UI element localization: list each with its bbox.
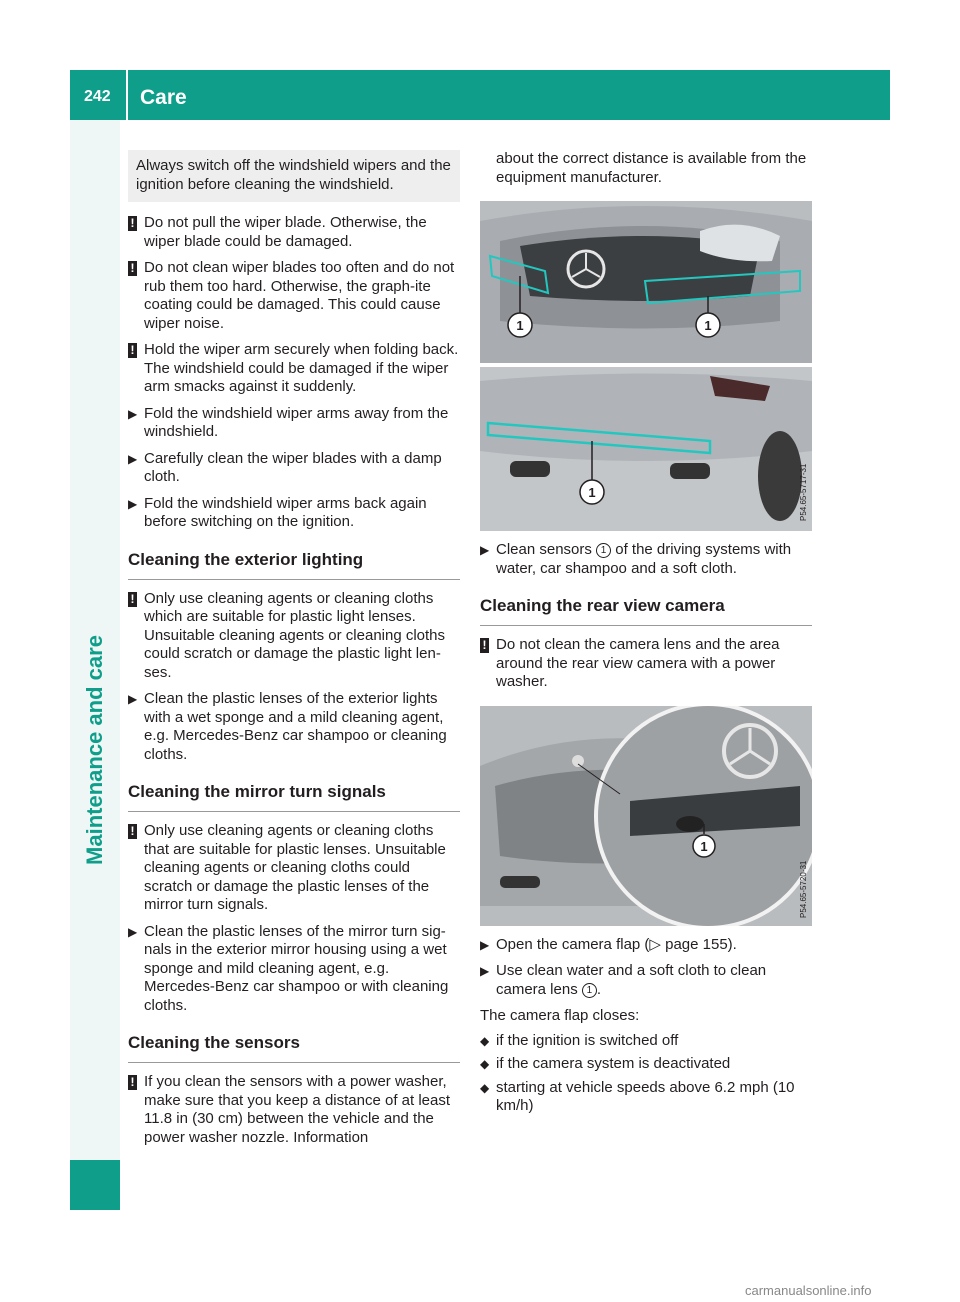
header-divider bbox=[126, 70, 128, 120]
sensor-callout-label: 1 bbox=[588, 485, 596, 500]
list-item bbox=[480, 1079, 812, 1116]
warning-note bbox=[128, 214, 460, 251]
warning-note bbox=[128, 1073, 460, 1147]
warning-icon: ! bbox=[128, 261, 137, 276]
step-arrow-icon: ▶ bbox=[128, 924, 138, 939]
safety-notice: Always switch off the windshield wipers and the ignition before cleaning the windshield. bbox=[128, 150, 460, 202]
list-item-text: starting at vehicle speeds above 6.2 mph (10 km/h) bbox=[496, 1078, 795, 1114]
step-text-b: of the driving systems with water, car shampoo and a soft cloth. bbox=[496, 541, 792, 577]
left-column bbox=[128, 150, 460, 1155]
warning-note bbox=[128, 341, 460, 397]
warning-text: Only use cleaning agents or cleaning cloths that are suitable for plastic lenses. Unsuitable cleaning agents or cleaning cloths could scratch or damage the plastic lenses of the mirror turn signals. bbox=[144, 822, 446, 913]
page-header bbox=[70, 70, 890, 120]
warning-icon: ! bbox=[128, 343, 137, 358]
image-code: P54.65-5717-31 bbox=[799, 463, 808, 521]
page-title: Care bbox=[140, 86, 187, 109]
warning-note bbox=[128, 590, 460, 683]
warning-icon: ! bbox=[480, 638, 489, 653]
section-heading-exterior-lighting: Cleaning the exterior lighting bbox=[128, 550, 460, 580]
instruction-step bbox=[128, 450, 460, 487]
camera-callout-label: 1 bbox=[700, 838, 708, 854]
step-text: Fold the windshield wiper arms back again before switching on the ignition. bbox=[144, 494, 427, 530]
warning-text: Hold the wiper arm securely when folding back. The windshield could be damaged if the wiper arm smacks against it suddenly. bbox=[144, 341, 459, 395]
instruction-step bbox=[128, 690, 460, 764]
warning-text: Do not pull the wiper blade. Otherwise, the wiper blade could be damaged. bbox=[144, 214, 427, 250]
continued-text: about the correct distance is available from the equipment manufacturer. bbox=[496, 150, 807, 186]
step-text: Open the camera flap (▷ page 155). bbox=[496, 935, 737, 953]
step-text: Fold the windshield wiper arms away from the windshield. bbox=[144, 404, 449, 440]
instruction-step bbox=[480, 936, 812, 955]
camera-location-illustration bbox=[480, 706, 812, 926]
warning-note bbox=[480, 636, 812, 692]
warning-icon: ! bbox=[128, 824, 137, 839]
section-heading-sensors: Cleaning the sensors bbox=[128, 1033, 460, 1063]
instruction-step bbox=[480, 962, 812, 999]
section-side-tab bbox=[70, 120, 120, 1190]
step-arrow-icon: ▶ bbox=[128, 451, 138, 466]
step-text: Carefully clean the wiper blades with a damp cloth. bbox=[144, 449, 442, 485]
section-label: Maintenance and care bbox=[82, 635, 107, 865]
step-text-a: Use clean water and a soft cloth to clean camera lens bbox=[496, 962, 767, 998]
list-item-text: if the ignition is switched off bbox=[496, 1031, 679, 1049]
callout-marker: 1 bbox=[596, 543, 611, 558]
warning-icon: ! bbox=[128, 216, 137, 231]
bullet-icon: ◆ bbox=[480, 1033, 490, 1048]
warning-note bbox=[128, 259, 460, 333]
instruction-step bbox=[128, 923, 460, 1016]
sensor-location-illustration bbox=[480, 201, 812, 531]
instruction-step bbox=[128, 405, 460, 442]
right-column bbox=[480, 150, 812, 1121]
step-arrow-icon: ▶ bbox=[128, 692, 138, 706]
instruction-step bbox=[128, 495, 460, 532]
step-text: Clean the plastic lenses of the exterior lights with a wet sponge and a mild cleaning agent, e.g. Mercedes-Benz car shampoo or cleaning cloths. bbox=[144, 690, 447, 763]
callout-marker: 1 bbox=[582, 983, 597, 998]
bullet-icon: ◆ bbox=[480, 1057, 490, 1071]
warning-icon: ! bbox=[128, 1075, 137, 1090]
list-item bbox=[480, 1055, 812, 1074]
camera-flap-intro: The camera flap closes: bbox=[480, 1007, 640, 1024]
warning-icon: ! bbox=[128, 592, 137, 607]
list-item-text: if the camera system is deactivated bbox=[496, 1055, 731, 1072]
step-arrow-icon: ▶ bbox=[128, 496, 138, 511]
section-heading-rear-view-camera: Cleaning the rear view camera bbox=[480, 596, 812, 626]
watermark[interactable]: carmanualsonline.info bbox=[745, 1283, 872, 1298]
warning-note bbox=[128, 822, 460, 915]
section-heading-mirror-turn-signals: Cleaning the mirror turn signals bbox=[128, 782, 460, 812]
step-text-b: . bbox=[596, 980, 602, 998]
bullet-icon: ◆ bbox=[480, 1080, 490, 1095]
sensor-callout-label: 1 bbox=[704, 318, 712, 333]
warning-text: Only use cleaning agents or cleaning cloths which are suitable for plastic light lenses. Unsuitable cleaning agents or cleaning cloths could scratch or damage the plastic light len-ses. bbox=[144, 589, 446, 681]
step-arrow-icon: ▶ bbox=[480, 937, 490, 952]
step-text-a: Clean sensors bbox=[496, 541, 592, 558]
instruction-step bbox=[480, 541, 812, 578]
step-text: Clean the plastic lenses of the mirror turn sig-nals in the exterior mirror housing using a wet sponge and mild cleaning agent, e.g. Mercedes-Benz car shampoo or with cleaning cloths. bbox=[144, 922, 449, 1014]
warning-text: If you clean the sensors with a power washer, make sure that you keep a distance of at least 11.8 in (30 cm) between the vehicle and the power washer nozzle. Information bbox=[144, 1073, 451, 1146]
section-label-box bbox=[72, 620, 118, 880]
section-marker bbox=[70, 1160, 120, 1210]
list-item bbox=[480, 1032, 812, 1051]
warning-text: Do not clean wiper blades too often and do not rub them too hard. Otherwise, the graph-ite coating could be damaged. This could cause wiper noise. bbox=[144, 259, 455, 332]
page-number: 242 bbox=[84, 88, 111, 105]
step-arrow-icon: ▶ bbox=[480, 543, 490, 557]
sensor-callout-label: 1 bbox=[516, 318, 524, 333]
step-arrow-icon: ▶ bbox=[480, 964, 490, 978]
step-arrow-icon: ▶ bbox=[128, 406, 138, 421]
warning-text: Do not clean the camera lens and the area around the rear view camera with a power washer. bbox=[496, 636, 780, 690]
image-code: P54.65-5720-31 bbox=[799, 860, 808, 918]
